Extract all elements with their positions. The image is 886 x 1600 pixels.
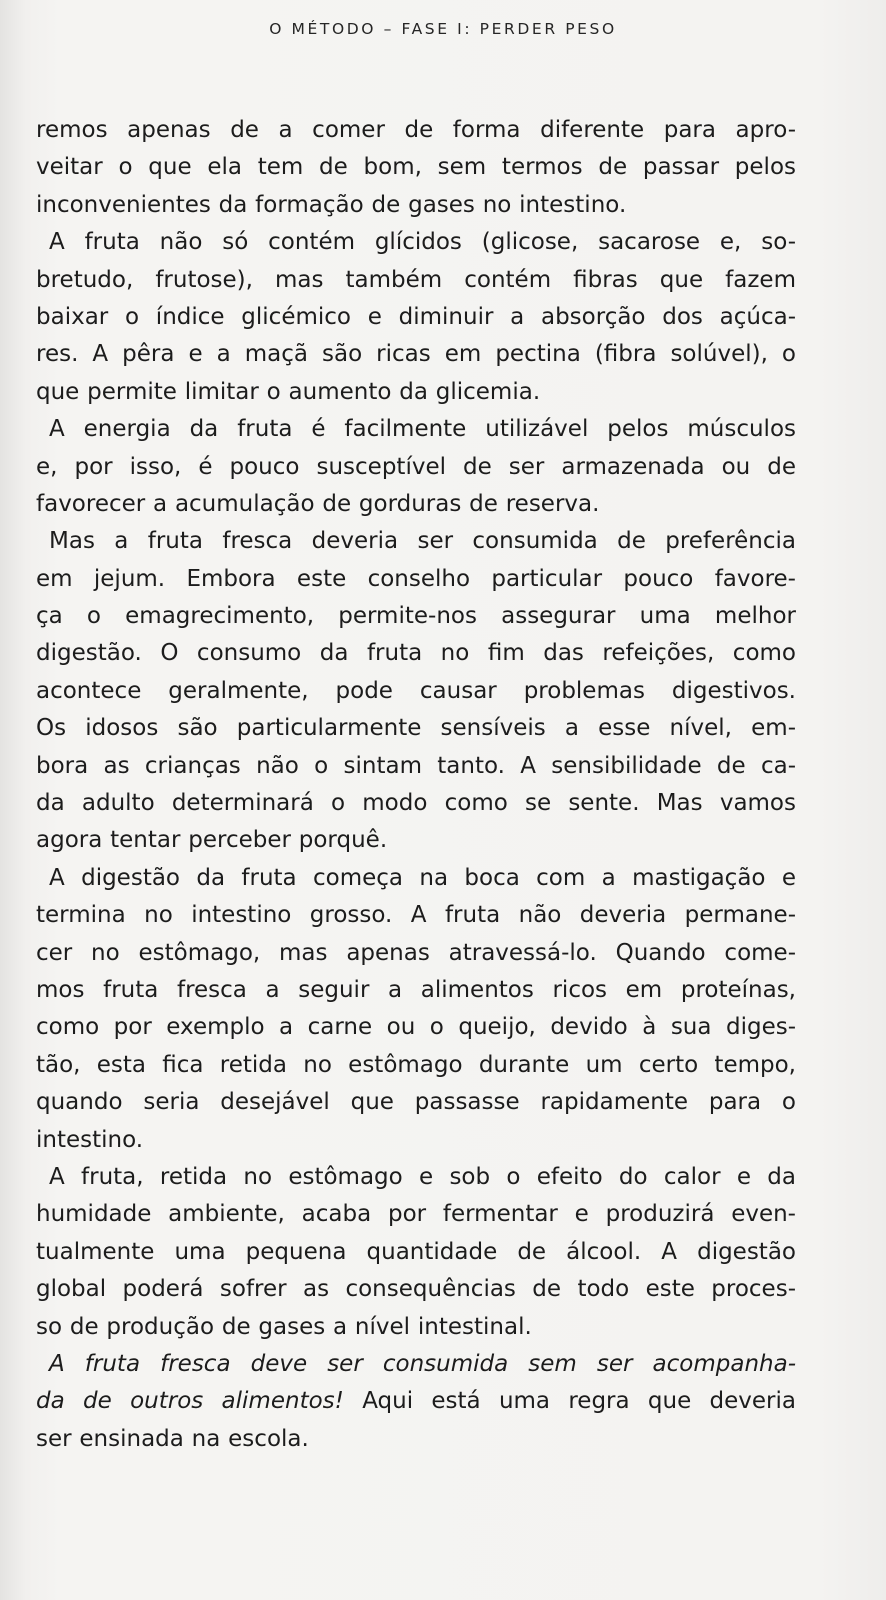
- text-line: bretudo, frutose), mas também contém fibras que fazem: [36, 266, 796, 293]
- text-line: remos apenas de a comer de forma diferente para apro-: [36, 117, 796, 143]
- text-line: ça o emagrecimento, permite-nos assegurar uma melhor: [36, 603, 796, 630]
- text-line: da adulto determinará o modo como se sente. Mas vamos: [36, 790, 796, 817]
- text-line: so de produção de gases a nível intestinal.: [36, 1313, 532, 1340]
- text-line: Os idosos são particularmente sensíveis a esse nível, em-: [36, 715, 796, 742]
- text-line: mos fruta fresca a seguir a alimentos ricos em proteínas,: [36, 976, 796, 1003]
- text-line: quando seria desejável que passasse rapidamente para o: [36, 1089, 796, 1116]
- text-line: global poderá sofrer as consequências de todo este proces-: [36, 1276, 796, 1303]
- text-line: A fruta não só contém glícidos (glicose, sacarose e, so-: [49, 229, 796, 256]
- text-line: favorecer a acumulação de gorduras de reserva.: [36, 490, 600, 517]
- text-line: tualmente uma pequena quantidade de álcool. A digestão: [36, 1238, 796, 1265]
- text-line: e, por isso, é pouco susceptível de ser armazenada ou de: [36, 453, 796, 480]
- text-line: humidade ambiente, acaba por fermentar e produzirá even-: [36, 1201, 796, 1228]
- text-line: veitar o que ela tem de bom, sem termos de passar pelos: [36, 154, 796, 181]
- closing-line: [36, 1421, 796, 1458]
- text-line: bora as crianças não o sintam tanto. A sensibilidade de ca-: [36, 752, 796, 779]
- text-line: agora tentar perceber porquê.: [36, 827, 388, 854]
- closing-line: [36, 1383, 796, 1420]
- text-line: Mas a fruta fresca deveria ser consumida de preferência: [49, 528, 796, 555]
- closing-line: [36, 1346, 796, 1383]
- italic-emphasis: da de outros alimentos!: [36, 1388, 344, 1415]
- text-line: acontece geralmente, pode causar problemas digestivos.: [36, 677, 796, 704]
- text-line: que permite limitar o aumento da glicemia.: [36, 378, 541, 405]
- text-line: A energia da fruta é facilmente utilizável pelos músculos: [49, 416, 796, 443]
- text-line: res. A pêra e a maçã são ricas em pectina (fibra solúvel), o: [36, 341, 796, 368]
- text-line: cer no estômago, mas apenas atravessá-lo. Quando come-: [36, 939, 796, 966]
- text-line: como por exemplo a carne ou o queijo, devido à sua diges-: [36, 1014, 796, 1041]
- page-body: [36, 112, 796, 1458]
- text-line: A digestão da fruta começa na boca com a mastigação e: [49, 864, 796, 891]
- closing-paragraph: [36, 1346, 796, 1458]
- plain-text: Aqui está uma regra que deveria: [343, 1388, 796, 1415]
- italic-emphasis: A fruta fresca deve ser consumida sem ser acompanha-: [49, 1350, 796, 1377]
- text-line: tão, esta fica retida no estômago durante um certo tempo,: [36, 1051, 796, 1078]
- text-line: A fruta, retida no estômago e sob o efeito do calor e da: [49, 1163, 796, 1190]
- running-header: O MÉTODO – FASE I: PERDER PESO: [269, 20, 617, 38]
- text-line: digestão. O consumo da fruta no fim das refeições, como: [36, 640, 796, 667]
- text-line: intestino.: [36, 1126, 144, 1153]
- plain-text: ser ensinada na escola.: [36, 1425, 309, 1452]
- body-lines: [36, 112, 796, 1346]
- text-line: termina no intestino grosso. A fruta não deveria permane-: [36, 902, 796, 929]
- text-line: inconvenientes da formação de gases no intestino.: [36, 191, 627, 218]
- text-line: em jejum. Embora este conselho particular pouco favore-: [36, 565, 796, 592]
- text-line: baixar o índice glicémico e diminuir a absorção dos açúca-: [36, 303, 796, 330]
